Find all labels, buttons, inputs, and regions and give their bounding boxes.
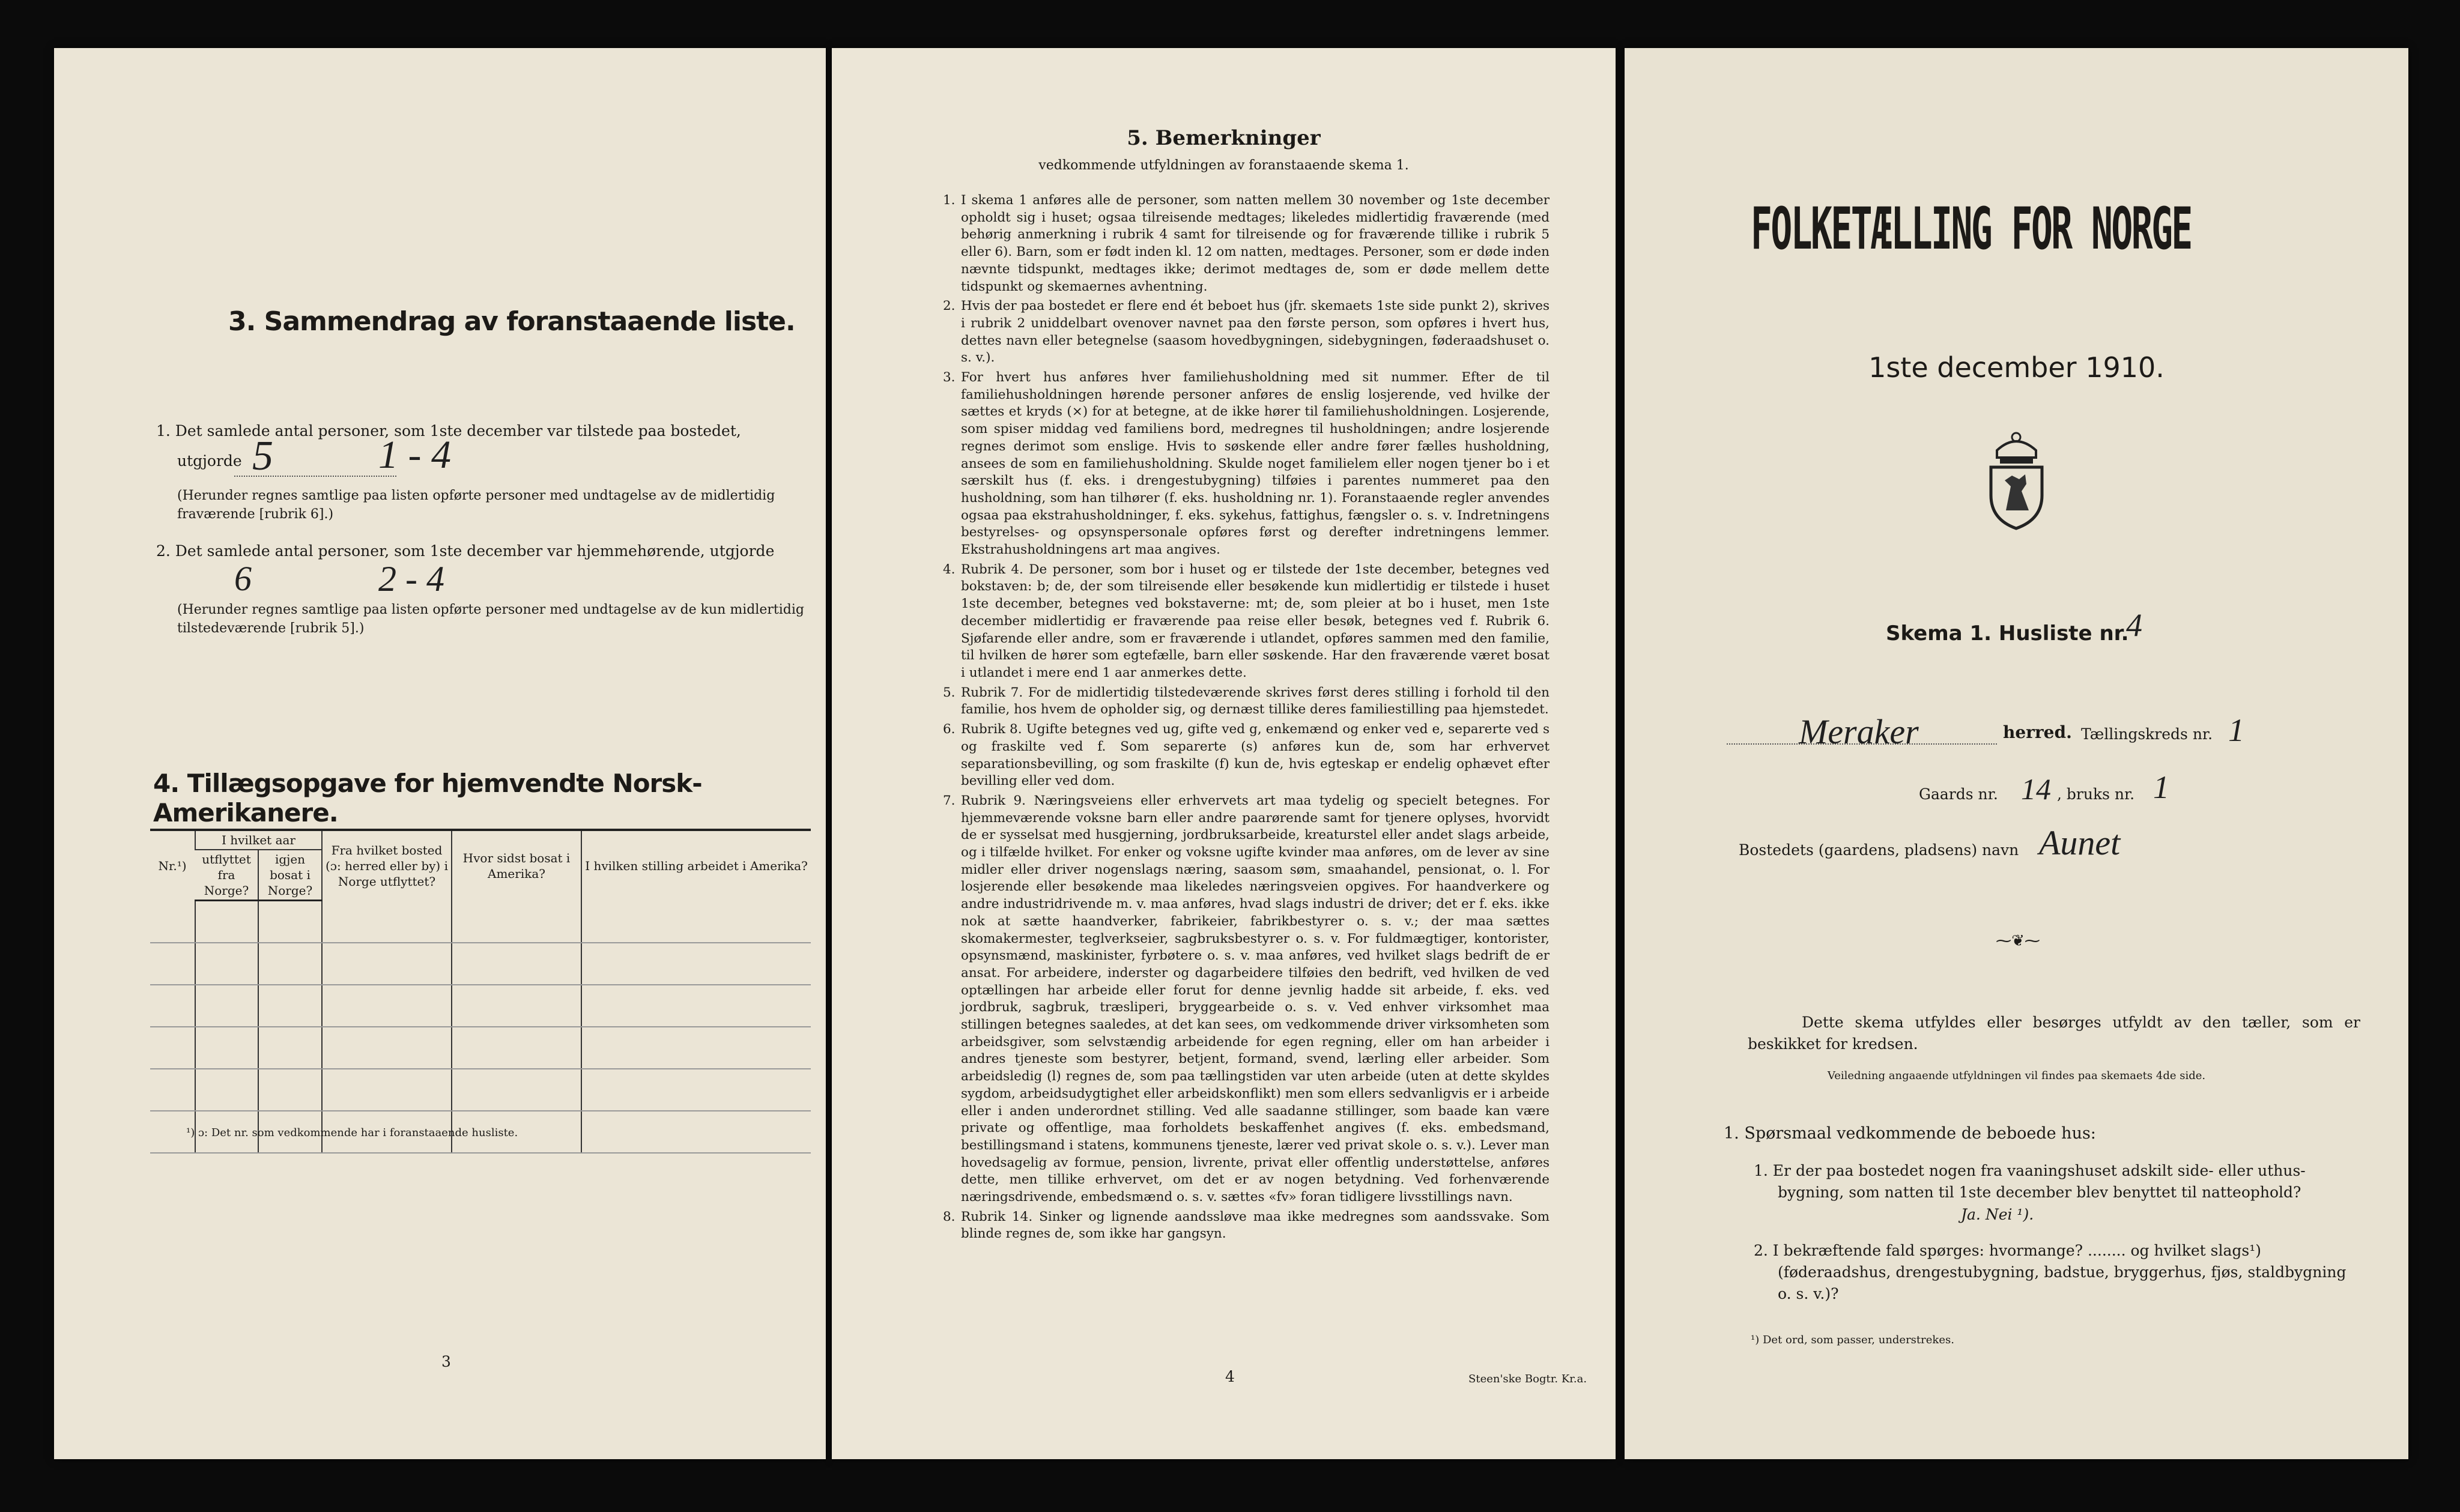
bosted-hand: Aunet: [2039, 823, 2121, 862]
remark-item: 4. Rubrik 4. De personer, som bor i huset og er tilstede der 1ste december, betegnes ved bokstaven: b; de, der som tilreisende eller besøkende kun midlertidig er tilstede i huset 1ste december, betegnes ved bokstaverne: mt; de, som pleier at bo i huset, men 1ste december midlertidig er fraværende paa reise eller besøk, betegnes ved f. Rubrik 6. Sjøfarende eller andre, som er fraværende i utlandet, opføres sammen med den familie, til hvilken de hører som egtefælle, barn eller søskende. Har den fraværende været bosat i utlandet i mere end 1 aar anmerkes dette.: [943, 561, 1550, 680]
bosted-label: Bostedets (gaardens, pladsens) navn: [1739, 841, 2019, 859]
remark-item: 8. Rubrik 14. Sinker og lignende aandssløve maa ikke medregnes som aandssvake. Som blinde regnes de, som ikke har gangsyn.: [943, 1209, 1550, 1242]
section4-title: 4. Tillægsopgave for hjemvendte Norsk-Amerikanere.: [153, 769, 702, 827]
middle-page: [832, 48, 1616, 1459]
table-row: [150, 1069, 811, 1111]
item1-utgjorde-label: utgjorde: [177, 452, 242, 470]
item1-hand-range: 1 - 4: [378, 433, 451, 477]
intro-text: Dette skema utfyldes eller besørges utfyldt av den tæller, som er beskikket for kredsen.: [1748, 1014, 2360, 1053]
table-row: [150, 985, 811, 1027]
col-igjen: igjen bosat i Norge?: [258, 850, 322, 901]
col-stilling: I hvilken stilling arbeidet i Amerika?: [581, 830, 811, 901]
kreds-label: Tællingskreds nr.: [2081, 725, 2213, 743]
kreds-hand: 1: [2228, 712, 2244, 748]
bruks-label: , bruks nr.: [2057, 785, 2135, 803]
census-date: 1ste december 1910.: [1868, 351, 2165, 384]
item2-hand-range: 2 - 4: [378, 559, 444, 599]
gaards-hand: 14: [2021, 772, 2051, 806]
census-title: FOLKETÆLLING FOR NORGE: [1751, 195, 2192, 262]
remark-item: 1. I skema 1 anføres alle de personer, som natten mellem 30 november og 1ste december opholdt sig i huset; ogsaa tilreisende medtages; likeledes midlertidig fraværende (med behørig anmerkning i rubrik 4 samt for tilreisende og for fraværende tillike i rubrik 5 eller 6). Barn, som er født inden kl. 12 om natten, medtages. Personer, som er døde inden nævnte tidspunkt, medtages ikke; derimot medtages de, som er døde mellem dette tidspunkt og skemaernes avhentning.: [943, 193, 1550, 294]
remark-item: 2. Hvis der paa bostedet er flere end ét beboet hus (jfr. skemaets 1ste side punkt 2), skrives i rubrik 2 uniddelbart ovenover navnet paa den første person, som opføres i hvert hus, dettes navn eller betegnelse (saasom hovedbygningen, sidebygningen, føderaadshuset o. s. v.).: [943, 298, 1550, 366]
veiledning-text: Veiledning angaaende utfyldningen vil findes paa skemaets 4de side.: [1827, 1069, 2206, 1082]
item2-text: 2. Det samlede antal personer, som 1ste december var hjemmehørende, utgjorde: [156, 542, 775, 560]
item1-hand-value: 5: [252, 433, 273, 479]
remark-item: 7. Rubrik 9. Næringsveiens eller erhvervets art maa tydelig og specielt betegnes. For hjemmeværende voksne barn eller andre paarørende samt for tjenere oplyses, hvorvidt de er sysselsat med husgjerning, jordbruksarbeide, kreaturstel eller andet slags arbeide, og i tilfælde hvilket. For enker og voksne ugifte kvinder maa anføres, om de lever av sine midler eller driver nogenslags næring, saasom søm, smaahandel, pensionat, o. l. For losjerende eller besøkende maa likeledes næringsveien opgives. For haandverkere og andre industridrivende m. v. maa anføres, hvad slags industri de driver; det er f. eks. ikke nok at sætte haandverker, fabrikeier, fabrikbestyrer o. s. v.; der maa sættes skomakermester, teglverkseier, sagbruksbestyrer o. s. v. For fuldmægtiger, kontorister, opsynsmænd, maskinister, fyrbøtere o. s. v. maa anføres, ved hvilket slags bedrift de er ansat. For arbeidere, inderster og dagarbeidere tilføies den bedrift, ved hvilken de ved optællingen har arbeide eller forut for denne jevnlig hadde sit arbeide, f. eks. ved jordbruk, sagbruk, træsliperi, bryggearbeide o. s. v. Ved enhver virksomhet maa stillingen betegnes saaledes, at det kan sees, om vedkommende driver virksomheten som arbeidsgiver, som selvstændig arbeidende for egen regning, eller om han arbeider i andres tjeneste som bestyrer, betjent, formand, svend, lærling eller arbeider. Som arbeidsledig (l) regnes de, som paa tællingstiden var uten arbeide (uten at dette skyldes sygdom, arbeidsudygtighet eller arbeidskonflikt) men som ellers sedvanligvis er i arbeide eller i anden underordnet stilling. Ved alle saadanne stillinger, som baade kan være private og offentlige, maa forholdets beskaffenhet angives (f. eks. embedsmand, bestillingsmand i statens, kommunens tjeneste, lærer ved privat skole o. s. v.). Lever man hovedsagelig av formue, pension, livrente, privat eller offentlig understøttelse, anføres dette, men tillike erhvervet, om det er av nogen betydning. Ved forhenværende næringsdrivende, embedsmænd o. s. v. sættes «fv» foran tidligere livsstillings navn.: [943, 793, 1550, 1205]
page-number-3: 3: [441, 1353, 451, 1370]
herred-label: herred.: [2003, 722, 2072, 742]
herred-hand: Meraker: [1799, 712, 1919, 751]
remark-item: 3. For hvert hus anføres hver familiehusholdning med sit nummer. Efter de til familiehusholdningen hørende personer anføres de enslig losjerende, ved hvilke der sættes et kryds (×) for at betegne, at de ikke hører til familiehusholdningen. Losjerende, som spiser middag ved familiens bord, medregnes til husholdningen; andre losjerende regnes derimot som enslige. Hvis to søskende eller andre fører fælles husholdning, ansees de som en familiehusholdning. Skulde noget familielem eller nogen tjener bo i et særskilt hus (f. eks. i drengestubygning) tilføies i parentes nummeret paa den husholdning, som han tilhører (f. eks. husholdning nr. 1). Foranstaaende regler anvendes ogsaa paa ekstrahusholdninger, f. eks. sykehus, fattighus, fængsler o. s. v. Indretningens bestyrelses- og opsynspersonale opføres først og derefter indretningens lemmer. Ekstrahusholdningens art maa angives.: [943, 370, 1550, 558]
gaards-label: Gaards nr.: [1919, 785, 1998, 803]
section3-title: 3. Sammendrag av foranstaaende liste.: [228, 306, 795, 337]
item1-note: (Herunder regnes samtlige paa listen opførte personer med undtagelse av de midlertidig fraværende [rubrik 6].): [177, 488, 775, 522]
printer-mark: Steen'ske Bogtr. Kr.a.: [1468, 1373, 1587, 1385]
remarks-title: 5. Bemerkninger: [1127, 126, 1321, 150]
questions-heading: 1. Spørsmaal vedkommende de beboede hus:: [1724, 1124, 2096, 1143]
table-footnote: ¹) ɔ: Det nr. som vedkommende har i foranstaaende husliste.: [186, 1126, 518, 1139]
item2-note: (Herunder regnes samtlige paa listen opførte personer med undtagelse av de kun midlertidig tilstedeværende [rubrik 5].): [177, 602, 804, 636]
remark-item: 5. Rubrik 7. For de midlertidig tilstedeværende skrives først deres stilling i forhold til den familie, hos hvem de opholder sig, og dernæst tillike deres familiestilling paa hjemstedet.: [943, 685, 1550, 718]
remark-item: 6. Rubrik 8. Ugifte betegnes ved ug, gifte ved g, enkemænd og enker ved e, separerte ved s og fraskilte ved f. Som separerte (s) anføres kun de, som har erhvervet separationsbevilling, og som fraskilte (f) kun de, hvis egteskap er endelig ophævet efter bevilling eller ved dom.: [943, 722, 1550, 789]
table-row: [150, 901, 811, 943]
norsk-amerikanere-table: [150, 829, 811, 1154]
table-row: [150, 943, 811, 985]
col-bosted: Fra hvilket bosted (ɔ: herred eller by) i Norge utflyttet?: [322, 830, 452, 901]
col-group-aar: I hvilket aar: [195, 830, 322, 850]
skema-label: Skema 1. Husliste nr.: [1886, 621, 2129, 646]
husliste-nr-hand: 4: [2126, 607, 2142, 643]
col-nr: Nr.¹): [150, 830, 195, 901]
question-2: 2. I bekræftende fald spørges: hvormange? ........ og hvilket slags¹) (føderaadshus, drengestubygning, badstue, bryggerhus, fjøs, staldbygning o. s. v.)?: [1754, 1242, 2346, 1302]
item1-dotline: [234, 476, 396, 477]
col-amerika: Hvor sidst bosat i Amerika?: [452, 830, 581, 901]
bruks-hand: 1: [2153, 769, 2169, 805]
item1-text: 1. Det samlede antal personer, som 1ste december var tilstede paa bostedet,: [156, 422, 741, 440]
right-page: [1625, 48, 2408, 1459]
question-1: 1. Er der paa bostedet nogen fra vaaningshuset adskilt side- eller uthus-bygning, som natten til 1ste december blev benyttet til natteophold?: [1754, 1162, 2306, 1201]
col-utflyttet: utflyttet fra Norge?: [195, 850, 258, 901]
item2-hand-value: 6: [234, 559, 252, 598]
table-row: [150, 1027, 811, 1069]
left-page: [54, 48, 826, 1459]
remarks-list: [943, 192, 1550, 1245]
ornament: ⁓❦⁓: [1996, 932, 2040, 950]
remarks-subtitle: vedkommende utfyldningen av foranstaaende skema 1.: [1038, 158, 1409, 173]
right-footnote: ¹) Det ord, som passer, understrekes.: [1751, 1334, 1954, 1346]
page-number-4: 4: [1225, 1368, 1235, 1385]
question-1-answer: Ja. Nei ¹).: [1961, 1206, 2034, 1223]
norway-coat-of-arms: [1982, 426, 2051, 531]
